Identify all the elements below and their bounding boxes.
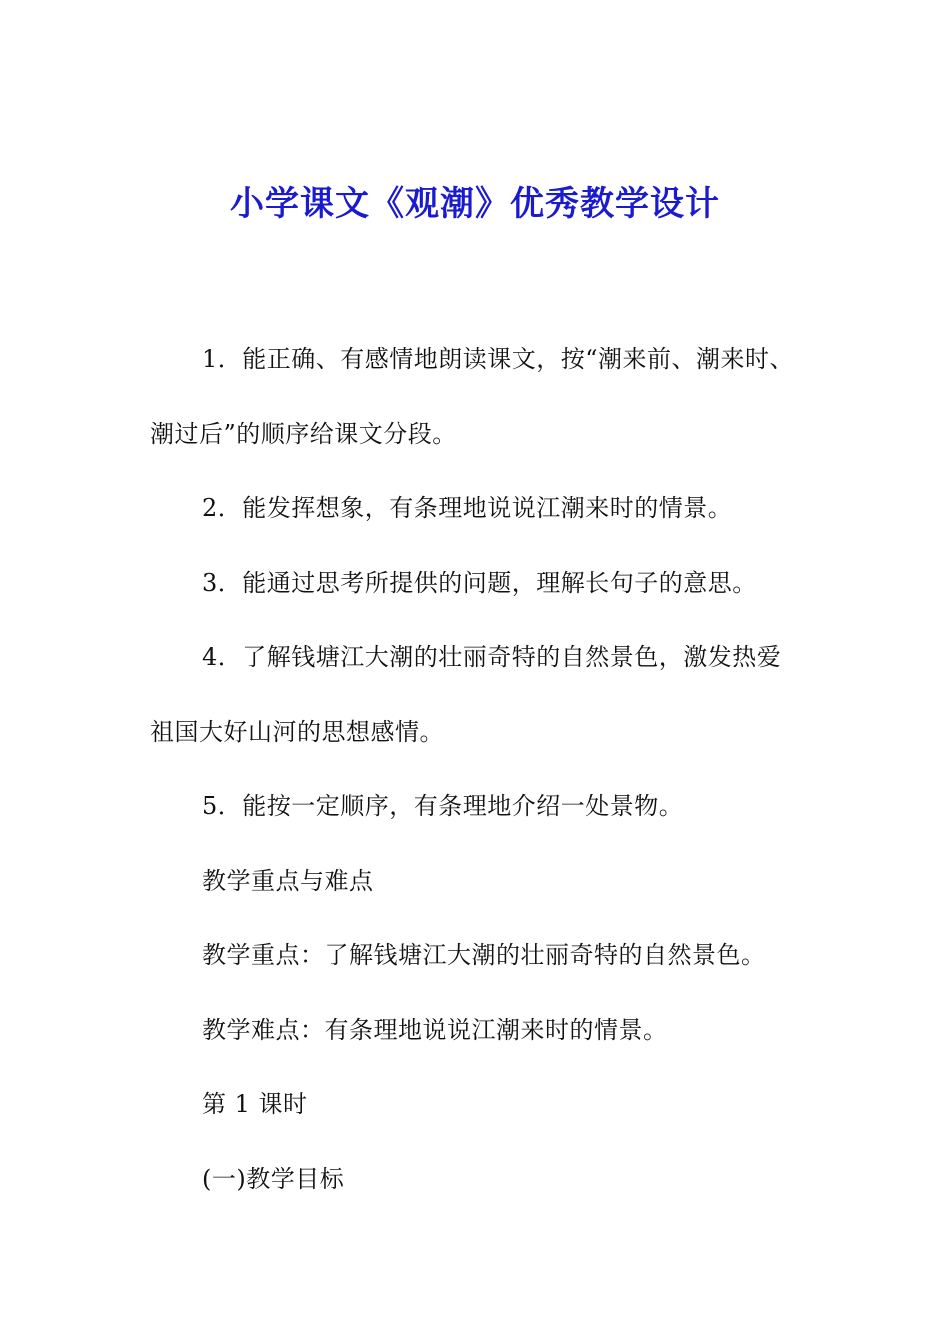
objective-3-paragraph: 3．能通过思考所提供的问题，理解长句子的意思。 xyxy=(202,568,757,597)
teaching-difficulty-paragraph: 教学难点：有条理地说说江潮来时的情景。 xyxy=(202,1015,668,1044)
objective-5-paragraph: 5．能按一定顺序，有条理地介绍一处景物。 xyxy=(202,792,684,820)
objective-1-paragraph: 1．能正确、有感情地朗读课文，按“潮来前、潮来时、潮过后”的顺序给课文分段。 xyxy=(150,345,795,448)
teaching-focus-paragraph: 教学重点：了解钱塘江大潮的壮丽奇特的自然景色。 xyxy=(202,941,766,969)
teaching-goals-heading: (一)教学目标 xyxy=(202,1164,345,1193)
document-title: 小学课文《观潮》优秀教学设计 xyxy=(230,184,720,224)
document-body xyxy=(150,322,804,1216)
key-points-heading: 教学重点与难点 xyxy=(202,866,374,895)
objective-2-paragraph: 2．能发挥想象，有条理地说说江潮来时的情景。 xyxy=(202,494,733,522)
lesson-heading: 第 1 课时 xyxy=(202,1090,308,1118)
objective-4-paragraph: 4．了解钱塘江大潮的壮丽奇特的自然景色，激发热爱祖国大好山河的思想感情。 xyxy=(150,643,782,746)
